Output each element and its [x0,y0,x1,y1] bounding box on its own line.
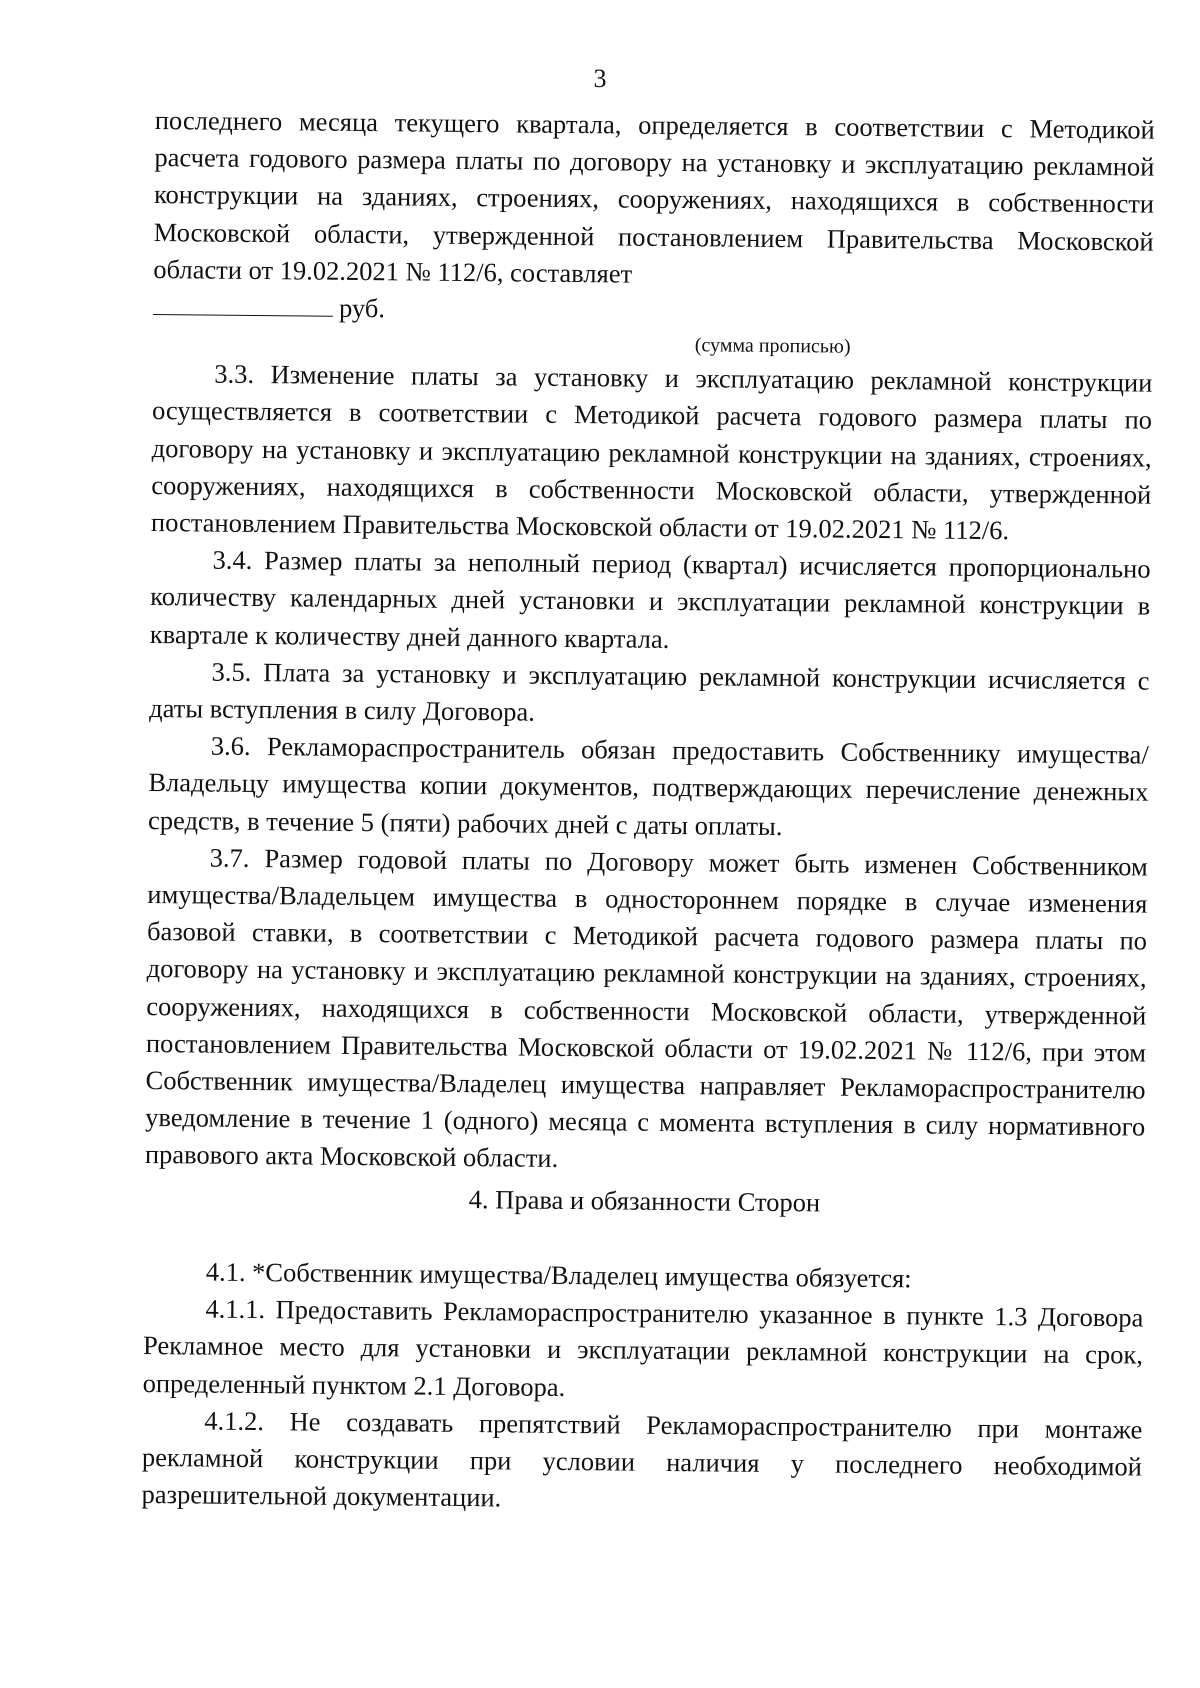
sum-caption: (сумма прописью) [694,334,851,358]
paragraph-continuation: последнего месяца текущего квартала, определяется в соответствии с Методикой расчета годового размера платы по договору на установку и эксплуатацию рекламной конструкции на зданиях, строениях, сооружениях, находящихся в собственности Московской области, утвержденной постановлением Правительства Московской области от 19.02.2021 № 112/6, составляет [153,104,1155,289]
paragraph-3-4: 3.4. Размер платы за неполный период (квартал) исчисляется пропорционально количеству календарных дней установки и эксплуатации рекламной конструкции в квартале к количеству дней данного квартала. [149,544,1151,654]
paragraph-4-1-2: 4.1.2. Не создавать препятствий Рекламораспространителю при монтаже рекламной конструкции при условии наличия у последнего необходимой разрешительной документации. [141,1405,1143,1513]
paragraph-3-3: 3.3. Изменение платы за установку и эксплуатацию рекламной конструкции осуществляется в соответствии с Методикой расчета годового размера платы по договору на установку и эксплуатацию рекламной конструкции на зданиях, строениях, сооружениях, находящихся в собственности Московской области, утвержденной постановлением Правительства Московской области от 19.02.2021 № 112/6. [150,358,1153,546]
paragraph-4-1-1: 4.1.1. Предоставить Рекламораспространителю указанное в пункте 1.3 Договора Рекламное место для установки и эксплуатации рекламной конструкции на срок, определенный пунктом 2.1 Договора. [142,1293,1144,1402]
paragraph-3-6: 3.6. Рекламораспространитель обязан предоставить Собственнику имущества/Владельцу имущества копии документов, подтверждающих перечисление денежных средств, в течение 5 (пяти) рабочих дней с даты оплаты. [147,730,1149,841]
paragraph-3-7: 3.7. Размер годовой платы по Договору может быть изменен Собственником имущества/Владельцем имущества в одностороннем порядке в случае изменения базовой ставки, в соответствии с Методикой расчета годового размера платы по договору на установку и эксплуатацию рекламной конструкции на зданиях, строениях, сооружениях, находящихся в собственности Московской области, утвержденной постановлением Правительства Московской области от 19.02.2021 № 112/6, при этом Собственник имущества/Владелец имущества направляет Рекламораспространителю уведомление в течение 1 (одного) месяца с момента вступления в силу нормативного правового акта Московской области. [144,842,1148,1174]
paragraph-4-1: 4.1. *Собственник имущества/Владелец имущества обязуется: [205,1256,912,1294]
page-number: 3 [593,64,607,93]
sum-currency-unit: руб. [338,292,386,324]
section-4-title: 4. Права и обязанности Сторон [468,1183,821,1218]
document-body [141,102,1155,1523]
sum-blank-line [153,292,333,317]
paragraph-3-5: 3.5. Плата за установку и эксплуатацию рекламной конструкции исчисляется с даты вступления в силу Договора. [149,656,1150,727]
